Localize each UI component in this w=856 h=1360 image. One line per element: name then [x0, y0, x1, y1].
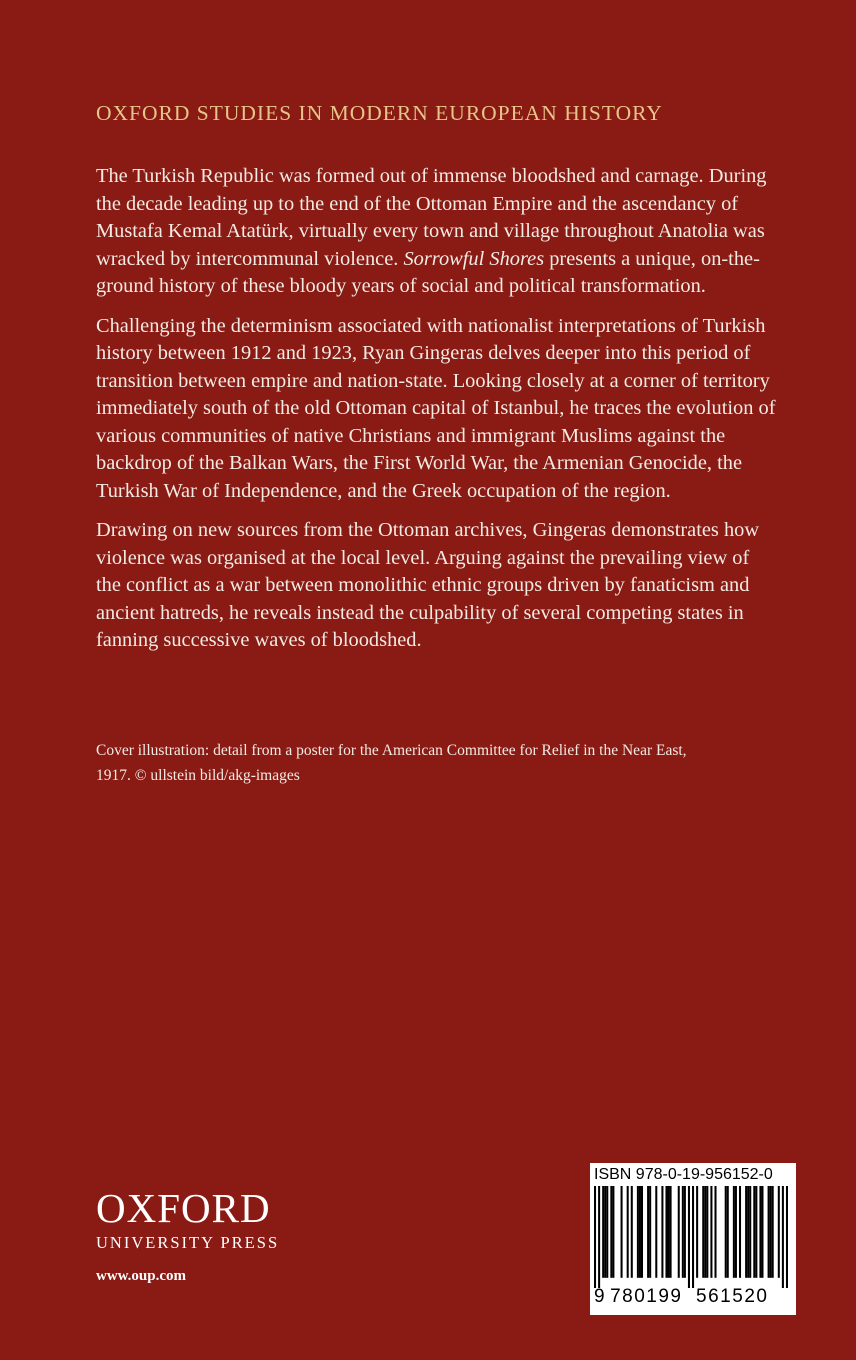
series-title: OXFORD STUDIES IN MODERN EUROPEAN HISTORY — [96, 101, 663, 125]
barcode-bar — [684, 1186, 686, 1278]
barcode-digits-right: 561520 — [696, 1286, 769, 1307]
barcode — [590, 1163, 796, 1315]
barcode-bar — [631, 1186, 633, 1278]
barcode-bar — [704, 1186, 706, 1278]
barcode-bar — [610, 1186, 612, 1278]
barcode-bar — [594, 1186, 596, 1288]
publisher-url[interactable]: www.oup.com — [96, 1268, 187, 1284]
barcode-bar — [706, 1186, 708, 1278]
barcode-bar — [641, 1186, 643, 1278]
book-title-italic: Sorrowful Shores — [403, 247, 545, 270]
blurb-paragraph-2: Challenging the determinism associated with nationalist interpretations of Turkish history between 1912 and 1923, Ryan Gingeras delves deeper into this period of transition between empire and nation-state. Looking closely at a corner of territory immediately south of the old Ottoman capital of Istanbul, he traces the evolution of various communities of native Christians and immigrant Muslims against the backdrop of the Balkan Wars, the First World War, the Armenian Genocide, the Turkish War of Independence, and the Greek occupation of the region. — [96, 314, 776, 502]
barcode-bar — [739, 1186, 741, 1278]
barcode-bar — [768, 1186, 770, 1278]
cover-credit — [96, 738, 796, 788]
blurb-p1-text-b: presents a unique, on-the-ground history of these bloody years of social and political transformation. — [96, 247, 760, 297]
barcode-bar — [761, 1186, 763, 1278]
barcode-bar — [786, 1186, 788, 1288]
barcode-bar — [747, 1186, 749, 1278]
barcode-bar — [668, 1186, 670, 1278]
blurb-paragraph-3: Drawing on new sources from the Ottoman archives, Gingeras demonstrates how violence was organised at the local level. Arguing against the prevailing view of the conflict as a war between monolithic ethnic groups driven by fanaticism and ancient hatreds, he reveals instead the culpability of several competing states in fanning successive waves of bloodshed. — [96, 519, 760, 651]
barcode-digit-first: 9 — [594, 1286, 607, 1307]
barcode-bar — [612, 1186, 614, 1278]
barcode-bar — [637, 1186, 639, 1278]
barcode-bar — [727, 1186, 729, 1278]
barcode-bar — [647, 1186, 649, 1278]
blurb — [96, 163, 776, 667]
barcode-bar — [665, 1186, 667, 1278]
barcode-digits — [594, 1286, 790, 1308]
barcode-bar — [714, 1186, 716, 1278]
barcode-bar — [639, 1186, 641, 1278]
barcode-bar — [678, 1186, 680, 1278]
barcode-bar — [710, 1186, 712, 1278]
barcode-bar — [778, 1186, 780, 1278]
barcode-bar — [682, 1186, 684, 1278]
barcode-bar — [733, 1186, 735, 1278]
barcode-bar — [702, 1186, 704, 1278]
barcode-bar — [749, 1186, 751, 1278]
barcode-bar — [602, 1186, 604, 1278]
barcode-bar — [649, 1186, 651, 1278]
publisher-name: OXFORD — [96, 1185, 271, 1231]
barcode-bar — [745, 1186, 747, 1278]
barcode-bar — [604, 1186, 606, 1278]
cover-credit-line-2: 1917. © ullstein bild/akg-images — [96, 767, 300, 784]
barcode-bar — [688, 1186, 690, 1288]
barcode-bar — [770, 1186, 772, 1278]
barcode-bar — [782, 1186, 784, 1288]
barcode-bar — [692, 1186, 694, 1288]
barcode-bar — [696, 1186, 698, 1278]
publisher-logo — [96, 1186, 316, 1253]
barcode-bar — [755, 1186, 757, 1278]
barcode-bar — [606, 1186, 608, 1278]
barcode-bar — [753, 1186, 755, 1278]
barcode-bar — [735, 1186, 737, 1278]
isbn-label: ISBN 978-0-19-956152-0 — [594, 1166, 773, 1183]
barcode-bar — [772, 1186, 774, 1278]
barcode-bar — [627, 1186, 629, 1278]
barcode-bar — [670, 1186, 672, 1278]
barcode-bars — [594, 1186, 788, 1288]
publisher-subtitle: UNIVERSITY PRESS — [96, 1233, 280, 1252]
barcode-bar — [759, 1186, 761, 1278]
cover-credit-line-1: Cover illustration: detail from a poster for the American Committee for Relief in the Near East, — [96, 742, 687, 759]
barcode-bar — [661, 1186, 663, 1278]
blurb-paragraph-1 — [96, 163, 776, 301]
barcode-bar — [598, 1186, 600, 1288]
barcode-bar — [655, 1186, 657, 1278]
barcode-digits-left: 780199 — [610, 1286, 683, 1307]
blurb-p1-text-a: The Turkish Republic was formed out of immense bloodshed and carnage. During the decade leading up to the end of the Ottoman Empire and the ascendancy of Mustafa Kemal Atatürk, virtually every town and village throughout Anatolia was wracked by intercommunal violence. — [96, 165, 767, 270]
barcode-bar — [725, 1186, 727, 1278]
barcode-bar — [621, 1186, 623, 1278]
